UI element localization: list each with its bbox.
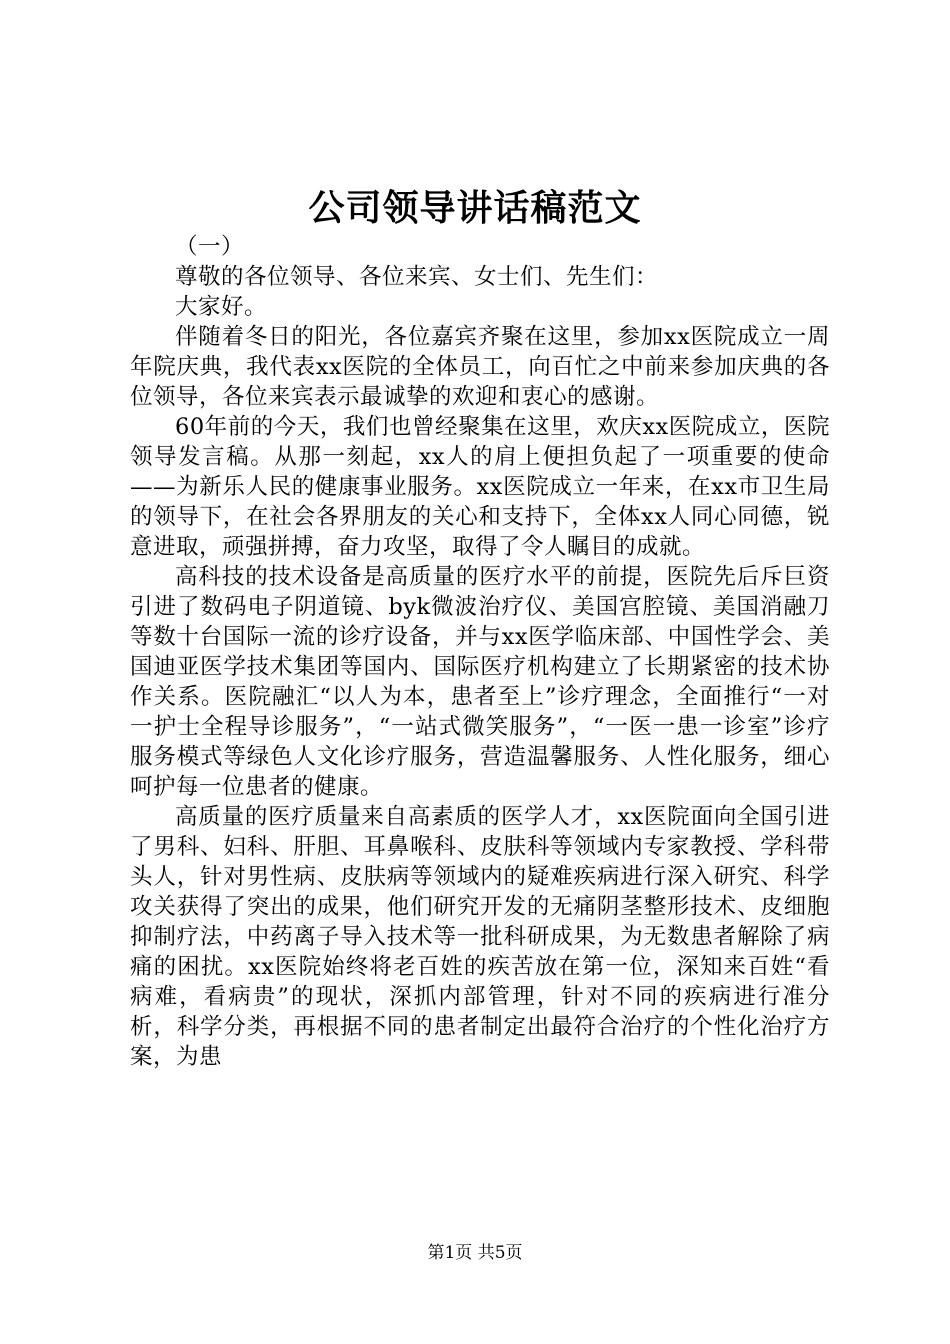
page-footer: 第1页 共5页: [427, 1243, 523, 1263]
paragraph: （一）: [175, 234, 245, 260]
paragraph: 高科技的技术设备是高质量的医疗水平的前提，医院先后斥巨资引进了数码电子阴道镜、byk微波治疗仪、美国宫腔镜、美国消融刀等数十台国际一流的诊疗设备，并与xx医学临床部、中国性学会、美国迪亚医学技术集团等国内、国际医疗机构建立了长期紧密的技术协作关系。医院融汇“以人为本，患者至上”诊疗理念，全面推行“一对一护士全程导诊服务”，“一站式微笑服务”，“一医一患一诊室”诊疗服务模式等绿色人文化诊疗服务，营造温馨服务、人性化服务，细心呵护每一位患者的健康。: [130, 564, 830, 800]
paragraph: 大家好。: [175, 294, 268, 320]
paragraph: 伴随着冬日的阳光，各位嘉宾齐聚在这里，参加xx医院成立一周年院庆典，我代表xx医院的全体员工，向百忙之中前来参加庆典的各位领导，各位来宾表示最诚挚的欢迎和衷心的感谢。: [130, 324, 830, 410]
document-body: [130, 232, 830, 1072]
paragraph: 尊敬的各位领导、各位来宾、女士们、先生们：: [175, 264, 659, 290]
paragraph: 高质量的医疗质量来自高素质的医学人才，xx医院面向全国引进了男科、妇科、肝胆、耳鼻喉科、皮肤科等领域内专家教授、学科带头人，针对男性病、皮肤病等领域内的疑难疾病进行深入研究、科学攻关获得了突出的成果，他们研究开发的无痛阴茎整形技术、皮细胞抑制疗法，中药离子导入技术等一批科研成果，为无数患者解除了病痛的困扰。xx医院始终将老百姓的疾苦放在第一位，深知来百姓“看病难，看病贵”的现状，深抓内部管理，针对不同的疾病进行准分析，科学分类，再根据不同的患者制定出最符合治疗的个性化治疗方案，为患: [130, 804, 830, 1070]
paragraph: 60年前的今天，我们也曾经聚集在这里，欢庆xx医院成立，医院领导发言稿。从那一刻起，xx人的肩上便担负起了一项重要的使命——为新乐人民的健康事业服务。xx医院成立一年来，在xx市卫生局的领导下，在社会各界朋友的关心和支持下，全体xx人同心同德，锐意进取，顽强拼搏，奋力攻坚，取得了令人瞩目的成就。: [130, 414, 830, 560]
document-title: 公司领导讲话稿范文: [308, 187, 642, 229]
